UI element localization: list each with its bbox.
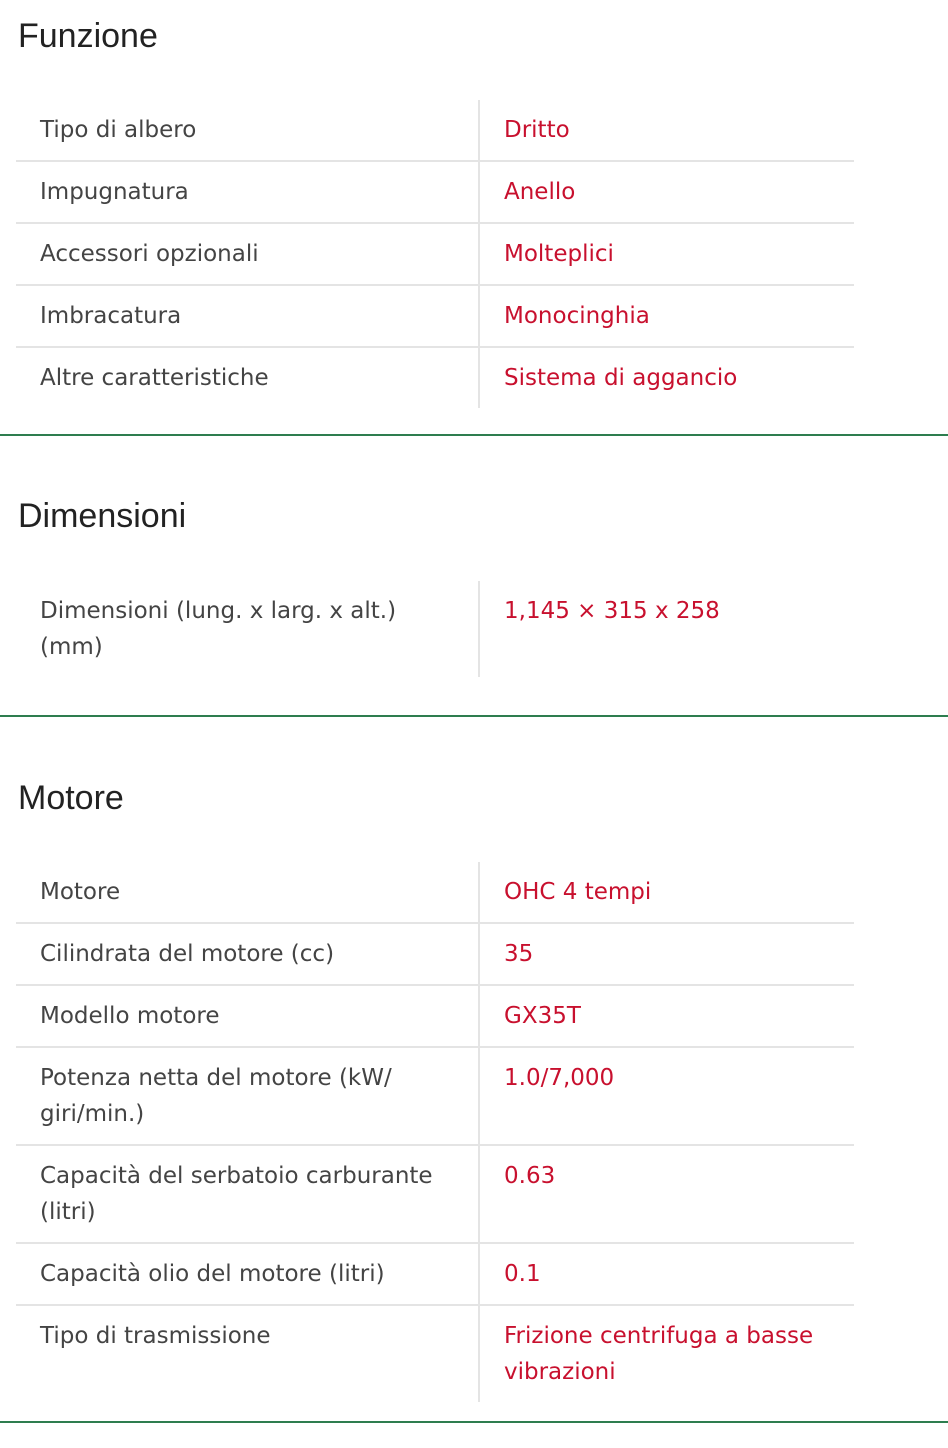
spec-value: Dritto [504,117,570,143]
spec-label: Tipo di albero [16,100,480,160]
spec-label: Modello motore [16,986,480,1046]
table-row [16,986,854,1048]
table-row [16,224,854,286]
spec-value: 0.63 [504,1163,556,1189]
table-row [16,1146,854,1244]
spec-label: Capacità del serbatoio carburante (litri) [16,1146,480,1242]
section-divider [0,434,948,436]
spec-label: Tipo di trasmissione [16,1306,480,1402]
spec-value: Molteplici [504,241,614,267]
spec-table [16,862,854,1402]
spec-table [16,581,854,677]
section-divider [0,715,948,717]
table-row [16,1306,854,1402]
table-row [16,1048,854,1146]
table-row [16,100,854,162]
spec-label: Accessori opzionali [16,224,480,284]
spec-table [16,100,854,408]
spec-value: 1,145 × 315 x 258 [504,598,720,624]
spec-value: Sistema di aggancio [504,365,738,391]
section-title: Motore [18,779,124,817]
section-divider [0,1421,948,1423]
table-row [16,1244,854,1306]
table-row [16,162,854,224]
table-row [16,924,854,986]
spec-label: Impugnatura [16,162,480,222]
table-row [16,581,854,677]
spec-label: Capacità olio del motore (litri) [16,1244,480,1304]
spec-label: Potenza netta del motore (kW/ giri/min.) [16,1048,480,1144]
spec-label: Dimensioni (lung. x larg. x alt.) (mm) [16,581,480,677]
spec-label: Cilindrata del motore (cc) [16,924,480,984]
spec-value: Anello [504,179,576,205]
spec-value: Monocinghia [504,303,650,329]
spec-value: OHC 4 tempi [504,879,652,905]
table-row [16,862,854,924]
spec-value: 35 [504,941,534,967]
section-title: Funzione [18,17,158,55]
spec-label: Imbracatura [16,286,480,346]
table-row [16,348,854,408]
spec-value: 1.0/7,000 [504,1065,615,1091]
spec-label: Altre caratteristiche [16,348,480,408]
spec-label: Motore [16,862,480,922]
spec-value: 0.1 [504,1261,541,1287]
table-row [16,286,854,348]
spec-value: Frizione centrifuga a basse vibrazioni [504,1323,814,1385]
section-title: Dimensioni [18,497,187,535]
spec-value: GX35T [504,1003,581,1029]
